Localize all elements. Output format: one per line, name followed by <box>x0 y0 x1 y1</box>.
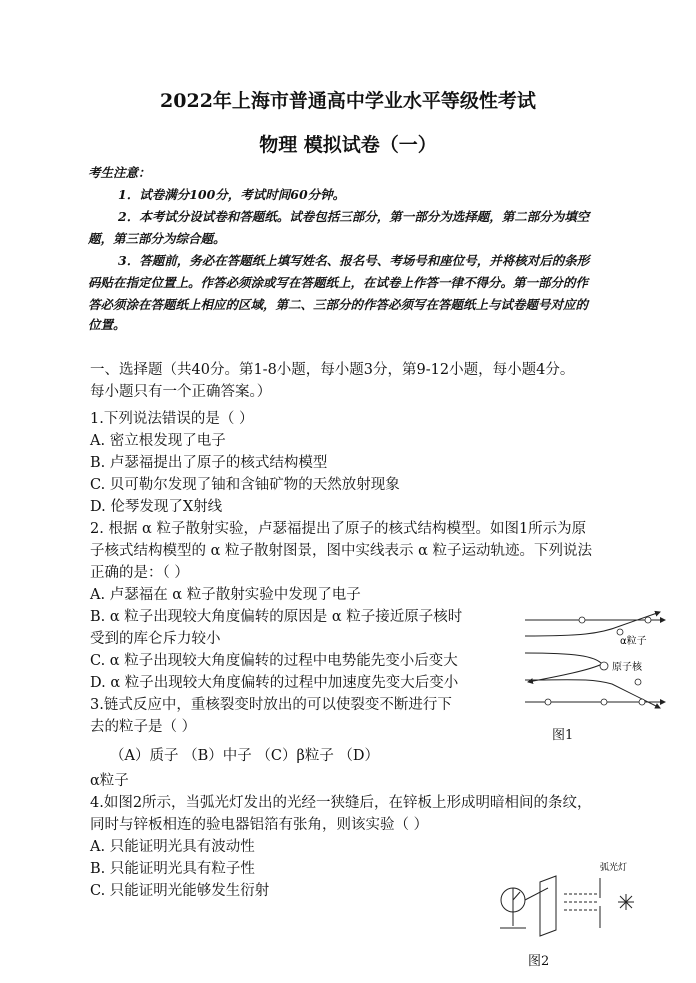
q2-option-a: A. 卢瑟福在 α 粒子散射实验中发现了电子 <box>90 587 361 603</box>
notice-item-3-cont3: 位置。 <box>88 317 126 332</box>
q2-stem-cont2: 正确的是：（ ） <box>90 565 189 581</box>
q1-option-d: D. 伦琴发现了X射线 <box>90 499 223 515</box>
figure-2-experiment-diagram <box>488 858 638 948</box>
notice-item-1: 1．试卷满分100分，考试时间60分钟。 <box>118 187 346 202</box>
notice-item-3: 3．答题前，务必在答题纸上填写姓名、报名号、考场号和座位号，并将核对后的条形 <box>118 253 590 268</box>
notice-item-3-cont1: 码贴在指定位置上。作答必须涂或写在答题纸上，在试卷上作答一律不得分。第一部分的作 <box>88 275 589 290</box>
figure-1-label-alpha: α粒子 <box>620 636 647 647</box>
q4-option-c: C. 只能证明光能够发生衍射 <box>90 883 270 899</box>
section-1-heading: 一、选择题（共40分。第1-8小题，每小题3分，第9-12小题，每小题4分。 <box>90 362 575 378</box>
exam-title: 2022年上海市普通高中学业水平等级性考试 <box>160 90 536 112</box>
figure-2-caption: 图2 <box>528 954 550 969</box>
q3-options: （A）质子 （B）中子 （C）β粒子 （D） <box>110 748 380 764</box>
q2-option-b: B. α 粒子出现较大角度偏转的原因是 α 粒子接近原子核时 <box>90 609 463 625</box>
section-1-heading-cont: 每小题只有一个正确答案。） <box>90 384 272 400</box>
notice-item-2: 2．本考试分设试卷和答题纸。试卷包括三部分，第一部分为选择题，第二部分为填空 <box>118 209 590 224</box>
figure-2-label-lamp: 弧光灯 <box>600 863 628 873</box>
q3-stem-cont: 去的粒子是（ ） <box>90 719 197 735</box>
q1-option-c: C. 贝可勒尔发现了铀和含铀矿物的天然放射现象 <box>90 477 400 493</box>
q4-stem: 4.如图2所示，当弧光灯发出的光经一狭缝后，在锌板上形成明暗相间的条纹， <box>90 795 592 811</box>
q3-option-d-cont: α粒子 <box>90 773 129 789</box>
q2-stem: 2. 根据 α 粒子散射实验，卢瑟福提出了原子的核式结构模型。如图1所示为原 <box>90 521 587 537</box>
notice-item-3-cont2: 答必须涂在答题纸上相应的区域，第二、三部分的作答必须写在答题纸上与试卷题号对应的 <box>88 297 589 312</box>
q4-option-a: A. 只能证明光具有波动性 <box>90 839 255 855</box>
q2-option-c: C. α 粒子出现较大角度偏转的过程中电势能先变小后变大 <box>90 653 458 669</box>
figure-1-caption: 图1 <box>552 728 574 743</box>
figure-1-label-nucleus: 原子核 <box>612 662 642 673</box>
figure-1-scattering-diagram <box>520 598 670 728</box>
q2-option-d: D. α 粒子出现较大角度偏转的过程中加速度先变大后变小 <box>90 675 459 691</box>
notice-heading: 考生注意： <box>88 165 151 180</box>
q4-option-b: B. 只能证明光具有粒子性 <box>90 861 255 877</box>
q4-stem-cont: 同时与锌板相连的验电器铝箔有张角，则该实验（ ） <box>90 817 429 833</box>
notice-item-2-cont: 题，第三部分为综合题。 <box>88 231 226 246</box>
q1-option-a: A. 密立根发现了电子 <box>90 433 226 449</box>
exam-subtitle: 物理 模拟试卷（一） <box>259 134 437 156</box>
q3-stem: 3.链式反应中，重核裂变时放出的可以使裂变不断进行下 <box>90 697 452 713</box>
q1-stem: 1.下列说法错误的是（ ） <box>90 411 254 427</box>
q2-option-b-cont: 受到的库仑斥力较小 <box>90 631 221 647</box>
q2-stem-cont1: 子核式结构模型的 α 粒子散射图景，图中实线表示 α 粒子运动轨迹。下列说法 <box>90 543 593 559</box>
q1-option-b: B. 卢瑟福提出了原子的核式结构模型 <box>90 455 328 471</box>
